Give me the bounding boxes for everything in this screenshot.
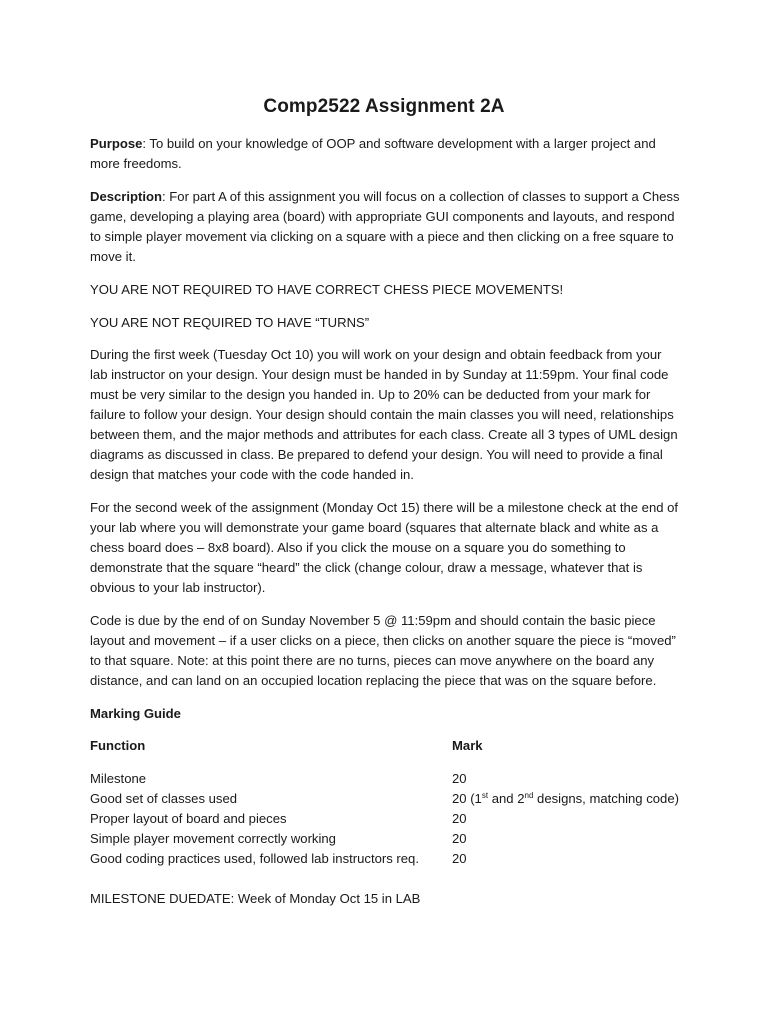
row-function: Proper layout of board and pieces: [90, 811, 287, 826]
row-mark: 20 (1st and 2nd designs, matching code): [452, 791, 679, 806]
purpose-label: Purpose: [90, 136, 143, 151]
row-mark: 20: [452, 771, 467, 786]
row-function: Milestone: [90, 771, 147, 786]
milestone-paragraph: For the second week of the assignment (Monday Oct 15) there will be a milestone check at the end of your lab where you will demonstrate your game board (squares that alternate black and white as a chess board does – 8x8 board). Also if you click the mouse on a square you do something to demonstrate that the square “heard” the click (change colour, draw a message, whatever that is obvious to your lab instructor).: [90, 500, 679, 595]
purpose-paragraph: [90, 134, 682, 174]
due-paragraph: Code is due by the end of on Sunday November 5 @ 11:59pm and should contain the basic piece layout and movement – if a user clicks on a piece, then clicks on another square the piece is “moved” to that square. Note: at this point there are no turns, pieces can move anywhere on the board any distance, and can land on an occupied location replacing the piece that was on the square before.: [90, 613, 676, 688]
table-row: [90, 789, 690, 809]
marking-table-header: [90, 736, 690, 756]
description-label: Description: [90, 189, 163, 204]
row-function: Good coding practices used, followed lab instructors req.: [90, 851, 419, 866]
row-mark: 20: [452, 811, 467, 826]
table-row: [90, 849, 690, 869]
row-mark: 20: [452, 831, 467, 846]
table-row: [90, 809, 690, 829]
header-mark: Mark: [452, 738, 483, 753]
document-title: Comp2522 Assignment 2A: [263, 96, 505, 117]
header-function: Function: [90, 738, 146, 753]
table-row: [90, 829, 690, 849]
description-text: : For part A of this assignment you will focus on a collection of classes to support a Chess game, developing a playing area (board) with appropriate GUI components and layouts, and respond to simple player movement via clicking on a square with a piece and then clicking on a free square to move it.: [90, 189, 680, 264]
milestone-due-date: MILESTONE DUEDATE: Week of Monday Oct 15 in LAB: [90, 891, 421, 906]
notice-chess-movements: YOU ARE NOT REQUIRED TO HAVE CORRECT CHESS PIECE MOVEMENTS!: [90, 282, 564, 297]
row-function: Good set of classes used: [90, 791, 238, 806]
notice-turns: YOU ARE NOT REQUIRED TO HAVE “TURNS”: [90, 315, 370, 330]
table-row: [90, 769, 690, 789]
row-mark: 20: [452, 851, 467, 866]
design-paragraph: During the first week (Tuesday Oct 10) you will work on your design and obtain feedback from your lab instructor on your design. Your design must be handed in by Sunday at 11:59pm. Your final code must be very similar to the design you handed in. Up to 20% can be deducted from your mark for failure to follow your design. Your design should contain the main classes you will need, relationships between them, and the major methods and attributes for each class. Create all 3 types of UML design diagrams as discussed in class. Be prepared to defend your design. You will need to provide a final design that matches your code with the code handed in.: [90, 347, 678, 482]
marking-guide-heading: Marking Guide: [90, 706, 181, 721]
description-paragraph: [90, 187, 682, 267]
row-function: Simple player movement correctly working: [90, 831, 336, 846]
purpose-text: : To build on your knowledge of OOP and software development with a larger project and more freedoms.: [90, 136, 656, 171]
